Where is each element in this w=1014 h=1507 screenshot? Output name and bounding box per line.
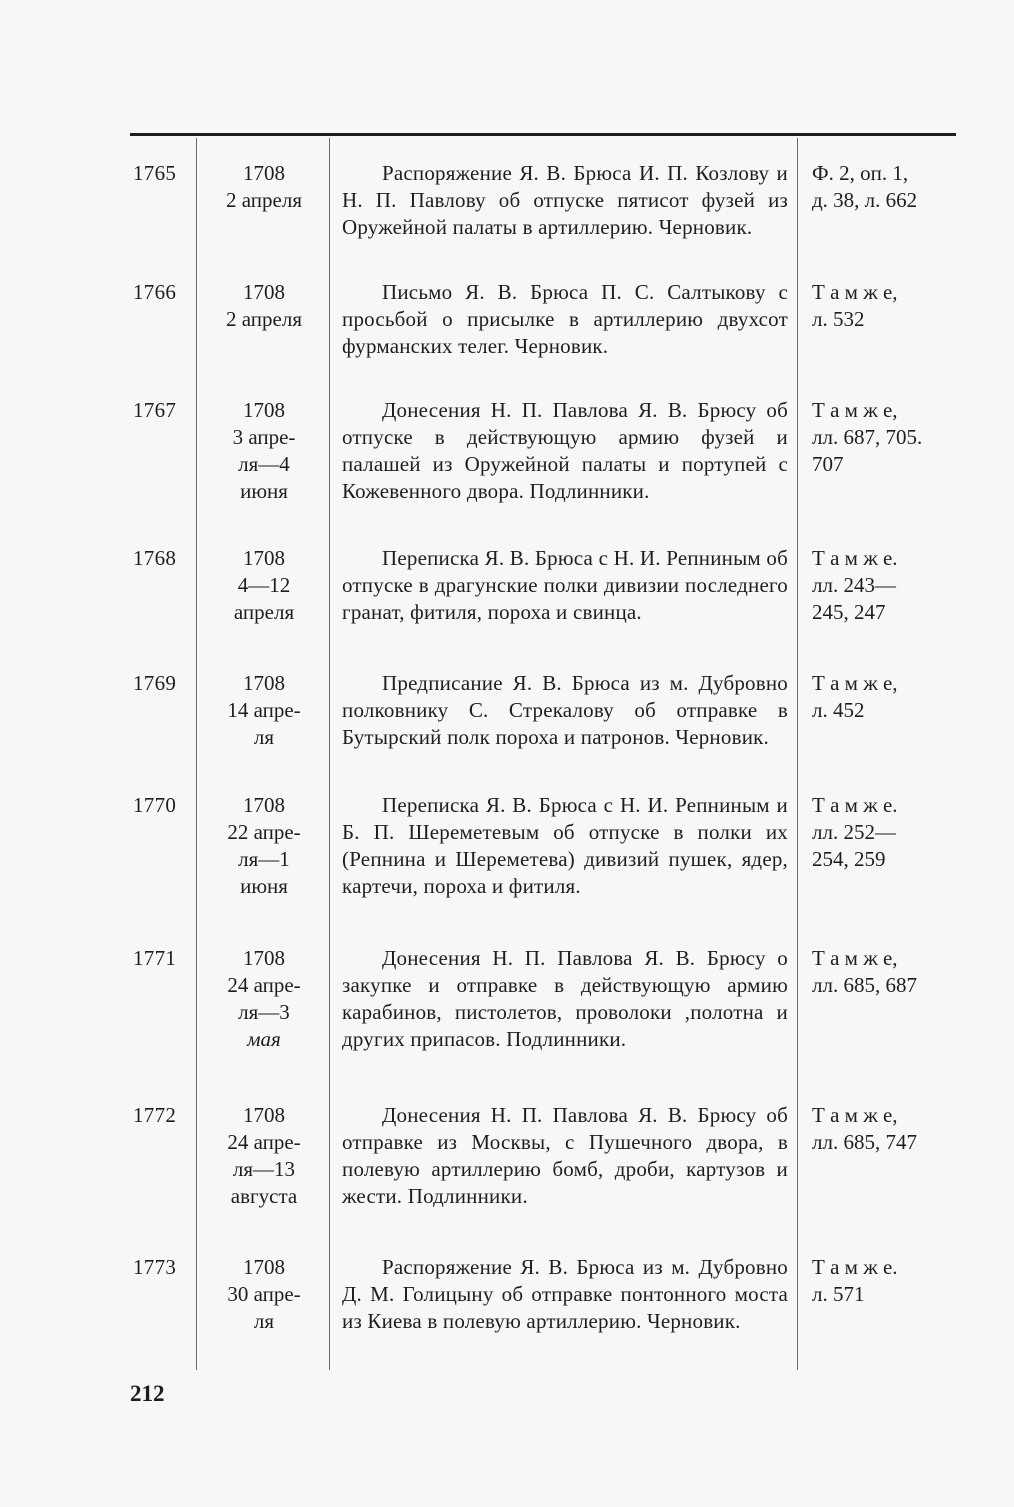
- entry-reference: [812, 792, 962, 873]
- entry-date-line: 24 апре-: [227, 1130, 301, 1154]
- entry-number: 1769: [133, 671, 177, 695]
- entry-number: 1766: [133, 280, 177, 304]
- entry-date-line: 2 апреля: [226, 307, 302, 331]
- entry-reference-line: лл. 685, 747: [812, 1130, 917, 1154]
- entry-date-line: 1708: [243, 1255, 285, 1279]
- entry-number: 1772: [133, 1103, 177, 1127]
- entry-date-line: 30 апре-: [227, 1282, 301, 1306]
- entry-date-line: 1708: [243, 793, 285, 817]
- entry-date-line: 4—12: [237, 573, 291, 597]
- entry-number: 1765: [133, 161, 177, 185]
- entry-date-line: ля: [253, 725, 275, 749]
- entry-reference-line: Т а м ж е.: [812, 1255, 898, 1279]
- entry-reference-line: д. 38, л. 662: [812, 188, 918, 212]
- entry-reference: [812, 279, 962, 333]
- entry-reference-line: л. 532: [812, 307, 865, 331]
- entry-reference-line: 707: [812, 452, 844, 476]
- entry-number: 1767: [133, 398, 177, 422]
- column-divider: [196, 138, 197, 1370]
- entry-date-line: ля—4: [238, 452, 290, 476]
- entry-reference-line: 254, 259: [812, 847, 886, 871]
- entry-date-line: 1708: [243, 946, 285, 970]
- entry-date-line: ля: [253, 1309, 275, 1333]
- entry-reference: [812, 397, 962, 478]
- entry-reference-line: 245, 247: [812, 600, 886, 624]
- entry-number: 1770: [133, 793, 177, 817]
- top-rule: [130, 133, 956, 136]
- entry-date-line: 22 апре-: [227, 820, 301, 844]
- entry-reference-line: лл. 687, 705.: [812, 425, 923, 449]
- entry-reference-line: Т а м ж е,: [812, 398, 898, 422]
- entry-reference: [812, 545, 962, 626]
- entry-description: Донесения Н. П. Павлова Я. В. Брюсу об отправке из Москвы, с Пушечного двора, в полевую артиллерию бомб, дроби, картузов и жести. Подлинники.: [342, 1103, 788, 1208]
- entry-description: Предписание Я. В. Брюса из м. Дубровно полковнику С. Стрекалову об отправке в Бутырский полк пороха и патронов. Черновик.: [342, 671, 788, 749]
- entry-reference-line: лл. 243—: [812, 573, 896, 597]
- column-divider: [329, 138, 330, 1370]
- entry-date-line: 14 апре-: [227, 698, 301, 722]
- entry-date-line: 24 апре-: [227, 973, 301, 997]
- entry-date: [200, 1254, 328, 1335]
- entry-description: Переписка Я. В. Брюса с Н. И. Репниным и Б. П. Шереметевым об отпуске в полки их (Репнина и Шереметева) дивизий пушек, ядер, картечи, пороха и фитиля.: [342, 793, 788, 898]
- entry-date-line: мая: [247, 1027, 281, 1051]
- entry-reference-line: лл. 685, 687: [812, 973, 917, 997]
- entry-reference: [812, 670, 962, 724]
- entry-date: [200, 279, 328, 333]
- entry-reference-line: Т а м ж е,: [812, 671, 898, 695]
- entry-date-line: июня: [240, 479, 288, 503]
- entry-date-line: августа: [230, 1184, 298, 1208]
- entry-reference: [812, 1102, 962, 1156]
- entry-date: [200, 397, 328, 505]
- entry-reference-line: л. 571: [812, 1282, 865, 1306]
- entry-reference-line: Т а м ж е,: [812, 946, 898, 970]
- entry-date-line: 1708: [243, 671, 285, 695]
- entry-reference-line: Т а м ж е,: [812, 1103, 898, 1127]
- entry-reference: [812, 1254, 962, 1308]
- entry-reference: [812, 160, 962, 214]
- entry-description: Распоряжение Я. В. Брюса из м. Дубровно Д. М. Голицыну об отправке понтонного моста из Киева в полевую артиллерию. Черновик.: [342, 1255, 788, 1333]
- entry-number: 1768: [133, 546, 177, 570]
- entry-date-line: 3 апре-: [232, 425, 296, 449]
- entry-reference-line: Т а м ж е,: [812, 280, 898, 304]
- entry-description: Распоряжение Я. В. Брюса И. П. Козлову и Н. П. Павлову об отпуске пятисот фузей из Оружейной палаты в артиллерию. Черновик.: [342, 161, 788, 239]
- entry-date-line: 1708: [243, 546, 285, 570]
- entry-date-line: июня: [240, 874, 288, 898]
- entry-date: [200, 545, 328, 626]
- entry-number: 1773: [133, 1255, 177, 1279]
- column-divider: [797, 138, 798, 1370]
- entry-description: Письмо Я. В. Брюса П. С. Салтыкову с просьбой о присылке в артиллерию двухсот фурманских телег. Черновик.: [342, 280, 788, 358]
- entry-date-line: ля—1: [238, 847, 290, 871]
- entry-date-line: 2 апреля: [226, 188, 302, 212]
- entry-date-line: апреля: [233, 600, 295, 624]
- entry-date: [200, 160, 328, 214]
- entry-date: [200, 792, 328, 900]
- entry-date: [200, 945, 328, 1053]
- entry-date: [200, 1102, 328, 1210]
- entry-number: 1771: [133, 946, 177, 970]
- entry-date: [200, 670, 328, 751]
- entry-date-line: ля—3: [238, 1000, 290, 1024]
- entry-date-line: 1708: [243, 398, 285, 422]
- entry-description: Донесения Н. П. Павлова Я. В. Брюсу об отпуске в действующую армию фузей и палашей из Оружейной палаты и портупей с Кожевенного двора. Подлинники.: [342, 398, 788, 503]
- entry-description: Переписка Я. В. Брюса с Н. И. Репниным об отпуске в драгунские полки дивизии последнего гранат, фитиля, пороха и свинца.: [342, 546, 788, 624]
- entry-reference-line: Т а м ж е.: [812, 546, 898, 570]
- entry-date-line: 1708: [243, 1103, 285, 1127]
- entry-reference-line: л. 452: [812, 698, 865, 722]
- entry-reference-line: Ф. 2, оп. 1,: [812, 161, 909, 185]
- entry-reference-line: Т а м ж е.: [812, 793, 898, 817]
- entry-description: Донесения Н. П. Павлова Я. В. Брюсу о закупке и отправке в действующую армию карабинов, пистолетов, проволоки ,полотна и других припасов. Подлинники.: [342, 946, 788, 1051]
- entry-date-line: ля—13: [232, 1157, 296, 1181]
- entry-reference: [812, 945, 962, 999]
- page-number: 212: [130, 1381, 165, 1406]
- entry-reference-line: лл. 252—: [812, 820, 896, 844]
- entry-date-line: 1708: [243, 280, 285, 304]
- entry-date-line: 1708: [243, 161, 285, 185]
